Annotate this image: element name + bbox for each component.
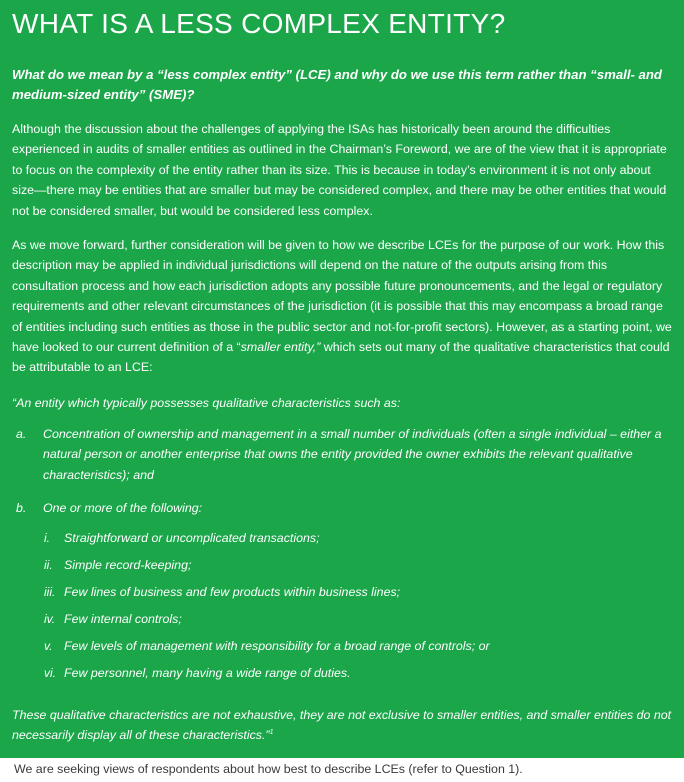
sub-item-marker: iv. [44,612,56,626]
definition-closing-note [12,705,680,746]
sub-item-marker: vi. [44,666,56,680]
sub-item: Straightforward or uncomplicated transactions; [64,531,320,545]
smaller-entity-emphasis: smaller entity,” [240,340,321,355]
respondent-views-note: We are seeking views of respondents about how best to describe LCEs (refer to Question 1). [14,762,523,776]
sub-item: Simple record-keeping; [64,558,192,572]
sub-item: Few personnel, many having a wide range of duties. [64,666,351,680]
list-item-marker: a. [16,427,27,441]
sub-item: Few levels of management with responsibility for a broad range of controls; or [64,639,490,653]
definition-quote-intro: “An entity which typically possesses qualitative characteristics such as: [12,396,401,410]
page-title: WHAT IS A LESS COMPLEX ENTITY? [12,8,506,39]
paragraph-lce-description [12,235,676,378]
list-item-ownership: Concentration of ownership and management in a small number of individuals (often a single individual – either a natural person or another enterprise that owns the entity provided the owner exhibits the relevant qualitative characteristics); and [43,427,662,482]
paragraph-size-vs-complexity: Although the discussion about the challenges of applying the ISAs has historically been around the difficulties experienced in audits of smaller entities as outlined in the Chairman’s Foreword, we are of the view that it is appropriate to focus on the complexity of the entity rather than its size. This is because in today’s environment it is not only about size—there may be entities that are smaller but may be considered complex, and there may be other entities that would not be considered smaller, but would be considered less complex. [12,122,667,218]
closing-note-text: These qualitative characteristics are not exhaustive, they are not exclusive to smaller entities, and smaller entities do not necessarily display all of these characteristics.” [12,708,672,743]
list-item-one-or-more: One or more of the following: [43,501,203,515]
sub-item: Few lines of business and few products within business lines; [64,585,401,599]
sub-item-marker: ii. [44,558,53,572]
footnote-marker[interactable]: 1 [269,729,274,737]
section-question-heading: What do we mean by a “less complex entity” (LCE) and why do we use this term rather than “small- and medium-sized entity” (SME)? [12,67,662,102]
paragraph-lce-text-end: which sets out many of the qualitative characteristics that could be attributable to an LCE: [12,340,670,375]
sub-item-marker: iii. [44,585,56,599]
sub-item: Few internal controls; [64,612,182,626]
paragraph-lce-text-start: As we move forward, further consideration will be given to how we describe LCEs for the purpose of our work. How this description may be applied in individual jurisdictions will depend on the nature of the outputs arising from this consultation process and how each jurisdiction adopts any possible future pronouncements, and the legal or regulatory requirements and other relevant circumstances of the jurisdiction (it is possible that this may encompass a broad range of entities including such entities as those in the public sector and not-for-profit sectors). However, as a starting point, we have looked to our current definition of a “ [12,238,672,355]
sub-item-marker: v. [44,639,53,653]
sub-item-marker: i. [44,531,50,545]
list-item-marker: b. [16,501,27,515]
